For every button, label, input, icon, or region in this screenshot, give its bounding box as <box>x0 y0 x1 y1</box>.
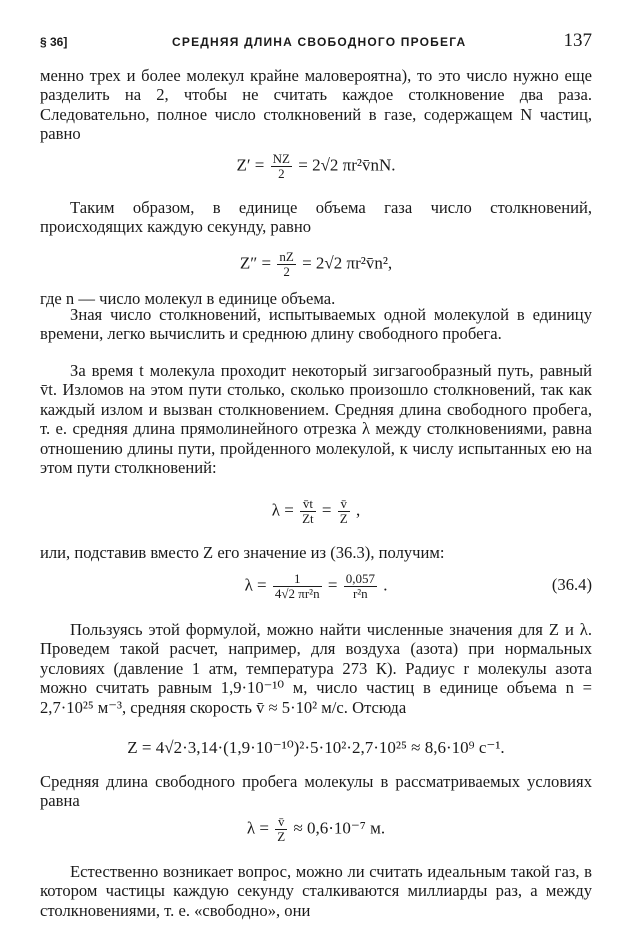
formula-lhs: λ = <box>244 575 267 595</box>
formula-lhs: Z″ = <box>239 253 272 273</box>
fraction-denominator: 2 <box>278 166 285 181</box>
fraction-numerator: v̄ <box>275 815 287 830</box>
formula-lhs: Z′ = <box>236 155 265 175</box>
fraction-denominator: 2 <box>283 264 290 279</box>
fraction-denominator: Z <box>339 511 348 526</box>
running-title: СРЕДНЯЯ ДЛИНА СВОБОДНОГО ПРОБЕГА <box>172 35 467 49</box>
paragraph-5: За время t молекула проходит некоторый зигзагообразный путь, равный v̄t. Изломов на этом пути столько, сколько произошло столкновений, так как каждый излом и вызван столкновением. Средняя длина свободного пробега, т. е. средняя длина прямолинейного отрезка λ между столкновениями, равна отношению длины пути, пройденного молекулой, к числу испытанных ею на этом пути столкновений: <box>40 361 592 478</box>
paragraph-1: менно трех и более молекул крайне маловероятна), то это число нужно еще разделить на 2, чтобы не считать каждое столкновение два раза. Следовательно, полное число столкновений в газе, содержащем N частиц, равно <box>40 66 592 144</box>
paragraph-6: или, подставив вместо Z его значение из (36.3), получим: <box>40 543 445 562</box>
formula-lambda-numeric <box>40 815 592 844</box>
fraction <box>338 497 350 526</box>
fraction <box>300 497 316 526</box>
fraction-denominator: r²n <box>352 586 368 601</box>
fraction-denominator: Zt <box>302 511 314 526</box>
fraction-numerator: v̄ <box>338 497 350 512</box>
formula-rhs: ≈ 0,6·10⁻⁷ м. <box>293 818 386 838</box>
fraction-numerator: 0,057 <box>345 571 375 586</box>
formula-rhs: = 2√2 πr²v̄nN. <box>298 155 396 175</box>
fraction-denominator: 4√2 πr²n <box>274 586 320 601</box>
formula-tail: . <box>383 575 388 595</box>
formula-tail: , <box>355 500 361 520</box>
fraction-numerator: NZ <box>272 151 290 166</box>
formula-expression: Z = 4√2·3,14·(1,9·10⁻¹⁰)²·5·10²·2,7·10²⁵ ≈ 8,6·10⁹ с⁻¹. <box>127 738 505 757</box>
paragraph-2: Таким образом, в единице объема газа число столкновений, происходящих каждую секунду, равно <box>40 198 592 237</box>
formula-z-numeric <box>40 737 592 759</box>
fraction <box>271 152 292 181</box>
paragraph-8: Средняя длина свободного пробега молекулы в рассматриваемых условиях равна <box>40 772 592 811</box>
formula-lhs: λ = <box>271 500 294 520</box>
paragraph-7: Пользуясь этой формулой, можно найти численные значения для Z и λ. Проведем такой расчет, например, для воздуха (азота) при нормальных условиях (давление 1 атм, температура 273 К). Радиус r молекулы азота можно считать равным 1,9·10⁻¹⁰ м, число частиц в единице объема n = 2,7·10²⁵ м⁻³, средняя скорость v̄ ≈ 5·10² м/с. Отсюда <box>40 620 592 717</box>
fraction-numerator: nZ <box>279 249 294 264</box>
formula-rhs: = 2√2 πr²v̄n², <box>302 253 393 273</box>
fraction-numerator: 1 <box>273 572 322 587</box>
running-header <box>40 32 592 54</box>
formula-z-prime <box>40 152 592 181</box>
formula-lambda-result <box>40 572 592 601</box>
fraction <box>275 815 287 844</box>
fraction-numerator: v̄t <box>300 497 316 512</box>
fraction <box>273 572 322 601</box>
formula-lambda-def <box>40 497 592 526</box>
fraction <box>277 250 295 279</box>
equation-number: (36.4) <box>551 575 592 594</box>
paragraph-3: где n — число молекул в единице объема. <box>40 289 336 308</box>
section-marker: § 36] <box>40 35 68 49</box>
page-number: 137 <box>563 30 592 51</box>
formula-lhs: λ = <box>246 818 269 838</box>
paragraph-9: Естественно возникает вопрос, можно ли считать идеальным такой газ, в котором частицы каждую секунду сталкиваются миллиарды раз, а между столкновениями, т. е. «свободно», они <box>40 862 592 920</box>
fraction-denominator: Z <box>277 829 286 844</box>
formula-z-double-prime <box>40 250 592 279</box>
formula-equals: = <box>327 575 338 595</box>
fraction <box>344 572 377 601</box>
paragraph-4: Зная число столкновений, испытываемых одной молекулой в единицу времени, легко вычислить и среднюю длину свободного пробега. <box>40 305 592 344</box>
formula-equals: = <box>321 500 332 520</box>
